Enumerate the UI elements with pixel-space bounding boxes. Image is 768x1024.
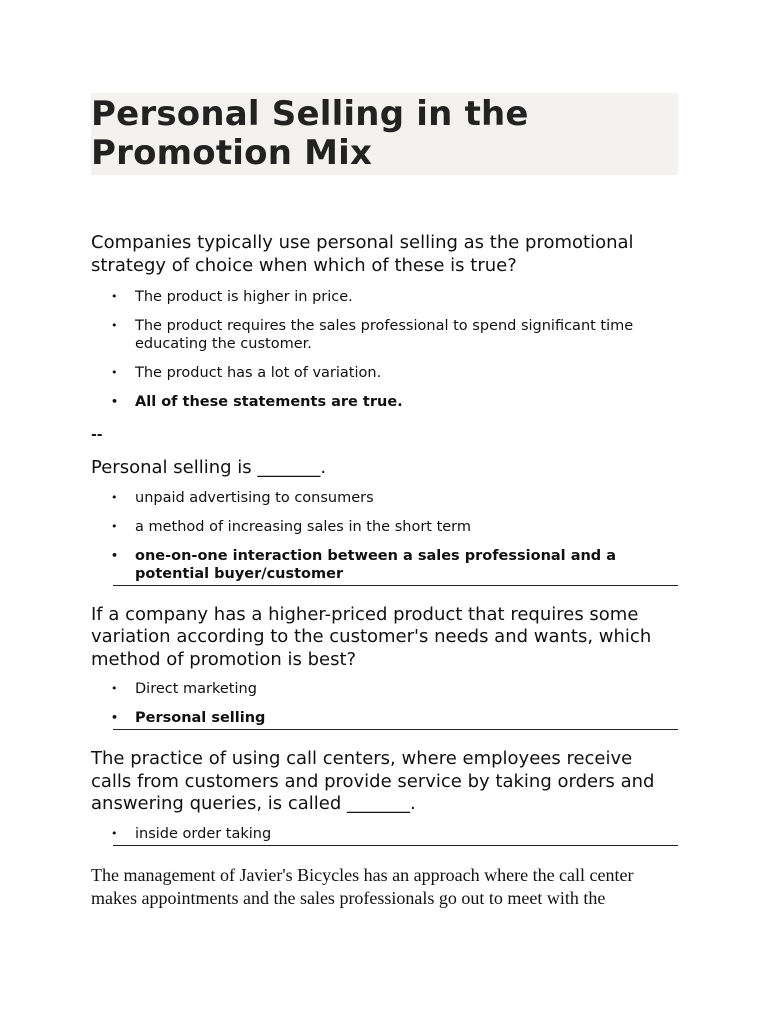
document-page xyxy=(91,93,678,911)
divider-line xyxy=(113,845,678,846)
answer-text: Direct marketing xyxy=(135,681,257,697)
question-text: The practice of using call centers, where employees receive calls from customers and provide service by taking orders and answering queries, is called _______. xyxy=(91,748,655,814)
separator: -- xyxy=(91,427,103,443)
answer-text: The product has a lot of variation. xyxy=(135,365,382,381)
divider-line xyxy=(113,729,678,730)
answer-text: The product requires the sales professional to spend significant time educating the customer. xyxy=(135,318,634,352)
title-banner xyxy=(91,93,678,175)
answer-text: one-on-one interaction between a sales professional and a potential buyer/customer xyxy=(135,547,617,582)
bullet-icon: • xyxy=(111,366,118,379)
bullet-icon: • xyxy=(111,290,118,303)
bullet-icon: • xyxy=(111,548,119,562)
question-block-4 xyxy=(91,748,678,846)
answer-list xyxy=(91,825,678,843)
bullet-icon: • xyxy=(111,490,118,504)
answer-option xyxy=(91,364,678,382)
answer-list xyxy=(91,489,678,583)
answer-text: inside order taking xyxy=(135,825,272,842)
answer-text: a method of increasing sales in the short term xyxy=(135,518,472,535)
bullet-icon: • xyxy=(111,682,118,695)
answer-list xyxy=(91,288,678,411)
answer-text: unpaid advertising to consumers xyxy=(135,489,374,506)
question-block-1 xyxy=(91,232,678,411)
answer-text: Personal selling xyxy=(135,710,266,726)
question-block-3 xyxy=(91,604,678,731)
question-text: Personal selling is _______. xyxy=(91,457,327,478)
answer-option xyxy=(91,680,678,698)
bullet-icon: • xyxy=(111,319,118,332)
answer-option xyxy=(91,825,678,843)
question-block-2 xyxy=(91,457,678,586)
answer-list xyxy=(91,680,678,727)
correct-answer-option xyxy=(91,393,678,411)
bullet-icon: • xyxy=(111,826,118,840)
divider-line xyxy=(113,585,678,586)
answer-text: All of these statements are true. xyxy=(135,394,403,410)
page-title: Personal Selling in the Promotion Mix xyxy=(91,94,529,173)
bullet-icon: • xyxy=(111,395,119,408)
bullet-icon: • xyxy=(111,711,119,724)
answer-option xyxy=(91,288,678,306)
question-text: Companies typically use personal selling as the promotional strategy of choice when which of these is true? xyxy=(91,232,634,276)
answer-option xyxy=(91,317,678,353)
correct-answer-option xyxy=(91,547,678,583)
answer-text: The product is higher in price. xyxy=(135,289,353,305)
correct-answer-option xyxy=(91,709,678,727)
answer-option xyxy=(91,518,678,536)
answer-option xyxy=(91,489,678,507)
question-text: If a company has a higher-priced product that requires some variation according to the customer's needs and wants, which method of promotion is best? xyxy=(91,603,652,670)
trailing-paragraph: The management of Javier's Bicycles has an approach where the call center makes appointments and the sales professionals go out to meet with the xyxy=(91,864,634,908)
bullet-icon: • xyxy=(111,519,118,533)
